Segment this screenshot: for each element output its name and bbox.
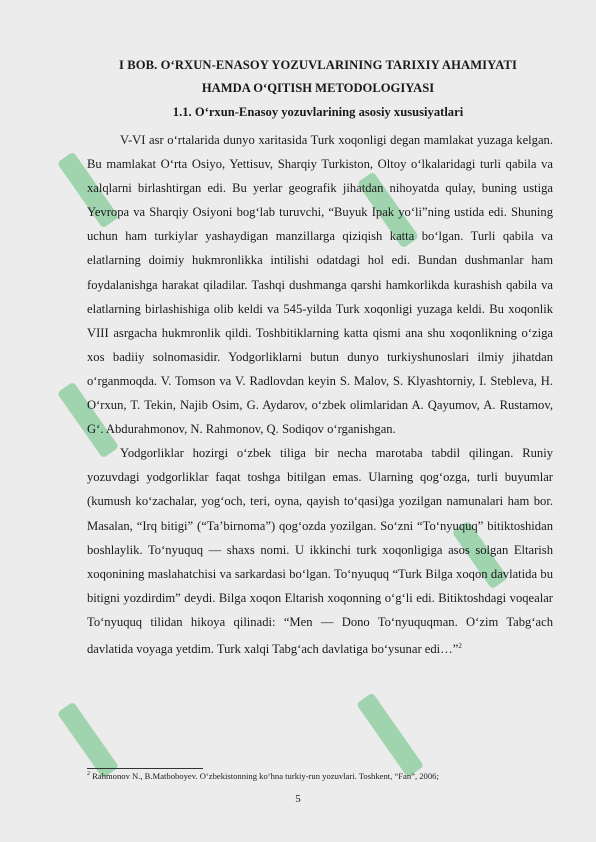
footnote-divider [87,768,203,769]
paragraph-2-text: Yodgorliklar hozirgi o‘zbek tiliga bir necha marotaba tabdil qilingan. Runiy yozuvdagi yodgorliklar faqat toshga bitilgan emas. Ularning qog‘ozga, turli buyumlar (kumush ko‘zachalar, yog‘och, teri, oyna, qayish to‘qasi)ga yozilgan namunalari ham bor. Masalan, “Irq bitigi” (“Ta’birnoma”) qog‘ozda yozilgan. So‘zni “To‘nyuquq” bitiktoshidan boshlaylik. To‘nyuquq — shaxs nomi. U ikkinchi turk xoqonligiga asos solgan Eltarish xoqonining maslahatchisi va sarkardasi bo‘lgan. To‘nyuquq “Turk Bilga xoqon davlatida bu bitigni yozdirdim” deydi. Bilga xoqon Eltarish xoqonning o‘g‘li edi. Bitiktoshdagi voqealar To‘nyuquq tilidan hikoya qilinadi: “Men — Dono To‘nyuquqman. O‘zim Tabg‘ach davlatida voyaga yetdim. Turk xalqi Tabg‘ach davlatiga bo‘ysunar edi…” [87,446,553,657]
chapter-subtitle: HAMDA O‘QITISH METODOLOGIYASI [201,81,435,95]
paragraph-1: V-VI asr o‘rtalarida dunyo xaritasida Turk xoqonligi degan mamlakat yuzaga kelgan. Bu mamlakat O‘rta Osiyo, Yettisuv, Sharqiy Turkiston, Oltoy o‘lkalaridagi turli qabila va xalqlarni birlashtirgan edi. Bu yerlar geografik jihatdan nihoyatda qulay, buning ustiga Yevropa va Sharqiy Osiyoni bog‘lab turuvchi, “Buyuk Ipak yo‘li”ning ustida edi. Shuning uchun ham turkiylar yashaydigan manzillarga qiziqish katta bo‘lgan. Turli qabila va elatlarning doimiy hukmronlikka intilishi odatdagi hol edi. Bundan dushmanlar ham foydalanishga harakat qiladilar. Tashqi dushmanga qarshi hamkorlikda kurashish qabila va elatlarning birlashishiga olib keldi va 545-yilda Turk xoqonligi yuzaga keldi. Bu xoqonlik VIII asrgacha hukmronlik qildi. Toshbitiklarning katta qismi ana shu xoqonlikning o‘ziga xos badiiy solnomasidir. Yodgorliklarni butun dunyo turkiyshunoslari ilmiy jihatdan o‘rganmoqda. V. Tomson va V. Radlovdan keyin S. Malov, S. Klyashtorniy, I. Stebleva, H. O‘rxun, T. Tekin, Najib Osim, G. Aydarov, o‘zbek olimlaridan A. Qayumov, A. Rustamov, G‘. Abdurahmonov, N. Rahmonov, Q. Sodiqov o‘rganishgan. [87,133,553,437]
footnote [87,771,557,781]
paragraph-2 [87,441,553,661]
footnote-ref: 2 [458,641,462,650]
body-text [87,128,553,661]
chapter-title: I BOB. O‘RXUN-ENASOY YOZUVLARINING TARIXIY AHAMIYATI [119,58,517,72]
page-number: 5 [295,793,301,805]
watermark-mark [356,692,424,777]
section-heading: 1.1. O‘rxun-Enasoy yozuvlarining asosiy xususiyatlari [172,105,464,119]
footnote-text: Rahmonov N., B.Matboboyev. O‘zbekistonning ko‘hna turkiy-run yozuvlari. Toshkent, “Fan”, 2006; [92,771,439,781]
footnote-marker: 2 [87,771,90,778]
watermark-mark [57,701,119,778]
